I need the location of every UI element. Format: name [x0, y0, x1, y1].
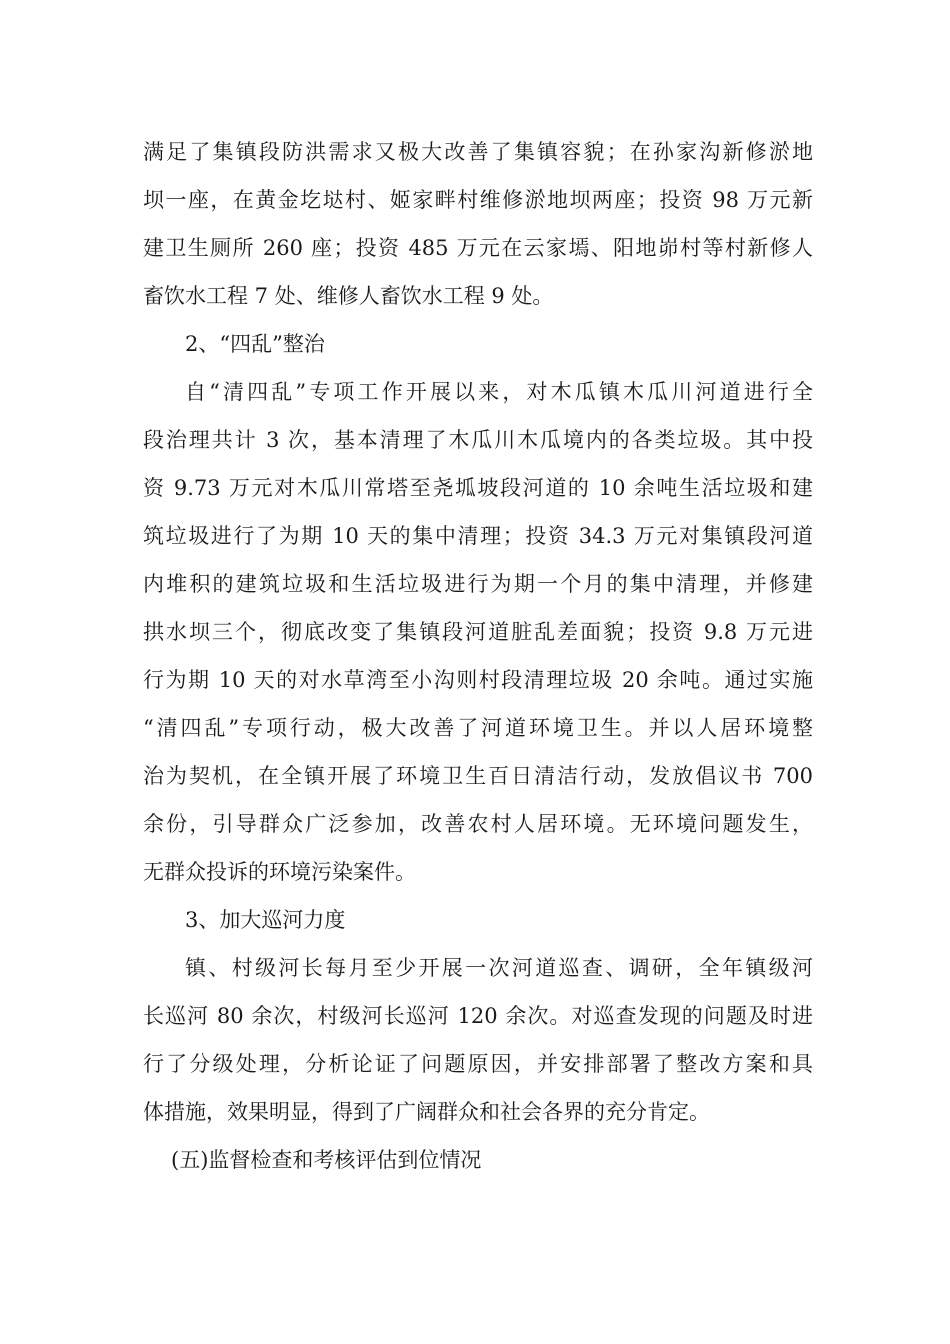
text-line: 坝一座，在黄金圪垯村、姬家畔村维修淤地坝两座；投资 98 万元新: [143, 188, 813, 212]
section-heading-four-chaos: 2、“四乱”整治: [185, 332, 325, 356]
document-body: [143, 128, 813, 1184]
text-line: 行了分级处理，分析论证了问题原因，并安排部署了整改方案和具: [143, 1052, 813, 1076]
section-heading-supervision: (五)监督检查和考核评估到位情况: [171, 1148, 482, 1172]
text-line: 内堆积的建筑垃圾和生活垃圾进行为期一个月的集中清理，并修建: [143, 572, 813, 596]
text-line: 自“清四乱”专项工作开展以来，对木瓜镇木瓜川河道进行全: [185, 380, 813, 404]
text-line: 余份，引导群众广泛参加，改善农村人居环境。无环境问题发生，: [143, 812, 813, 836]
text-line: 资 9.73 万元对木瓜川常塔至尧坬坡段河道的 10 余吨生活垃圾和建: [143, 476, 813, 500]
text-line: 治为契机，在全镇开展了环境卫生百日清洁行动，发放倡议书 700: [143, 764, 813, 788]
text-line: 建卫生厕所 260 座；投资 485 万元在云家墕、阳地峁村等村新修人: [143, 236, 813, 260]
text-line: 段治理共计 3 次，基本清理了木瓜川木瓜境内的各类垃圾。其中投: [143, 428, 813, 452]
text-line: 长巡河 80 余次，村级河长巡河 120 余次。对巡查发现的问题及时进: [143, 1004, 813, 1028]
text-line: 体措施，效果明显，得到了广阔群众和社会各界的充分肯定。: [143, 1100, 710, 1124]
paragraph-four-chaos: [143, 368, 813, 896]
text-line: “清四乱”专项行动，极大改善了河道环境卫生。并以人居环境整: [143, 716, 813, 740]
text-line: 畜饮水工程 7 处、维修人畜饮水工程 9 处。: [143, 284, 554, 308]
text-line: 镇、村级河长每月至少开展一次河道巡查、调研，全年镇级河: [185, 956, 813, 980]
text-line: 无群众投诉的环境污染案件。: [143, 860, 416, 884]
text-line: 筑垃圾进行了为期 10 天的集中清理；投资 34.3 万元对集镇段河道: [143, 524, 813, 548]
text-line: 拱水坝三个，彻底改变了集镇段河道脏乱差面貌；投资 9.8 万元进: [143, 620, 813, 644]
text-line: 满足了集镇段防洪需求又极大改善了集镇容貌；在孙家沟新修淤地: [143, 140, 813, 164]
paragraph-river-patrol: [143, 944, 813, 1136]
paragraph-continuation: [143, 128, 813, 320]
text-line: 行为期 10 天的对水草湾至小沟则村段清理垃圾 20 余吨。通过实施: [143, 668, 813, 692]
section-heading-river-patrol: 3、加大巡河力度: [185, 908, 346, 932]
